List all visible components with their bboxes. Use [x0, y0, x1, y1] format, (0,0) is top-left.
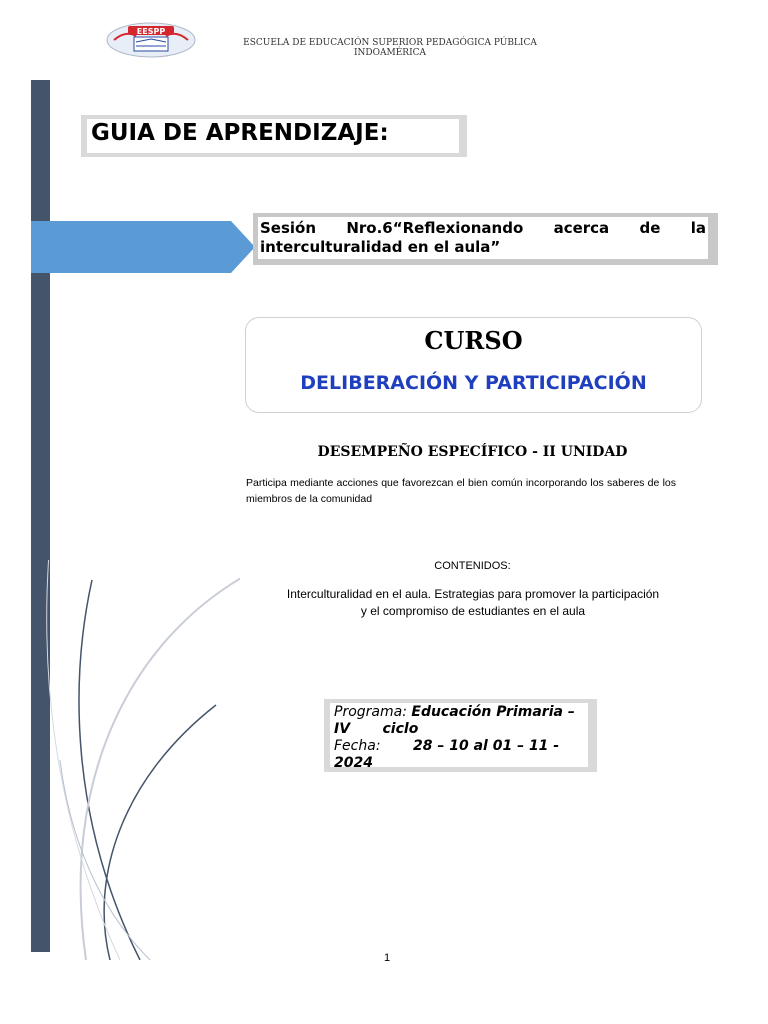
arrow-shape: [31, 221, 255, 273]
program-level: IV: [334, 721, 351, 737]
guide-title: GUIA DE APRENDIZAJE:: [91, 120, 389, 146]
date-label: Fecha:: [334, 738, 381, 754]
decorative-curves: [0, 560, 240, 960]
program-cycle: ciclo: [382, 721, 419, 737]
performance-text: Participa mediante acciones que favorezcan el bien común incorporando los saberes de los miembros de la comunidad: [246, 477, 676, 505]
date-year-line: [334, 755, 373, 772]
contents-text: [262, 586, 684, 620]
institution-logo: [106, 22, 196, 58]
program-label: Programa:: [334, 704, 407, 720]
guide-title-box: [87, 119, 459, 153]
session-title-line-2: interculturalidad en el aula”: [260, 238, 501, 256]
performance-title: DESEMPEÑO ESPECÍFICO - II UNIDAD: [317, 444, 628, 460]
date-year: 2024: [334, 755, 373, 771]
course-name: DELIBERACIÓN Y PARTICIPACIÓN: [300, 372, 647, 394]
institution-line-2: INDOAMÉRICA: [353, 48, 427, 58]
program-level-line: [334, 721, 418, 738]
program-value: Educación Primaria –: [411, 704, 575, 720]
date-line: [334, 738, 559, 755]
session-title: [260, 219, 706, 257]
contents-line-2: y el compromiso de estudiantes en el aula: [360, 604, 586, 618]
institution-name: [220, 38, 560, 58]
page-number: 1: [384, 952, 391, 964]
contents-line-1: Interculturalidad en el aula. Estrategias para promover la participación: [286, 587, 660, 601]
program-line: [334, 704, 575, 721]
program-box: [330, 703, 588, 771]
date-value: 28 – 10 al 01 – 11 -: [413, 738, 560, 754]
course-label: CURSO: [424, 326, 523, 355]
svg-text:EESPP: EESPP: [136, 27, 166, 36]
institution-line-1: ESCUELA DE EDUCACIÓN SUPERIOR PEDAGÓGICA PÚBLICA: [243, 38, 537, 48]
session-box: [258, 217, 708, 259]
session-title-line-1: Sesión Nro.6“Reflexionando acerca de la: [260, 219, 706, 237]
contents-label: CONTENIDOS:: [434, 560, 511, 572]
